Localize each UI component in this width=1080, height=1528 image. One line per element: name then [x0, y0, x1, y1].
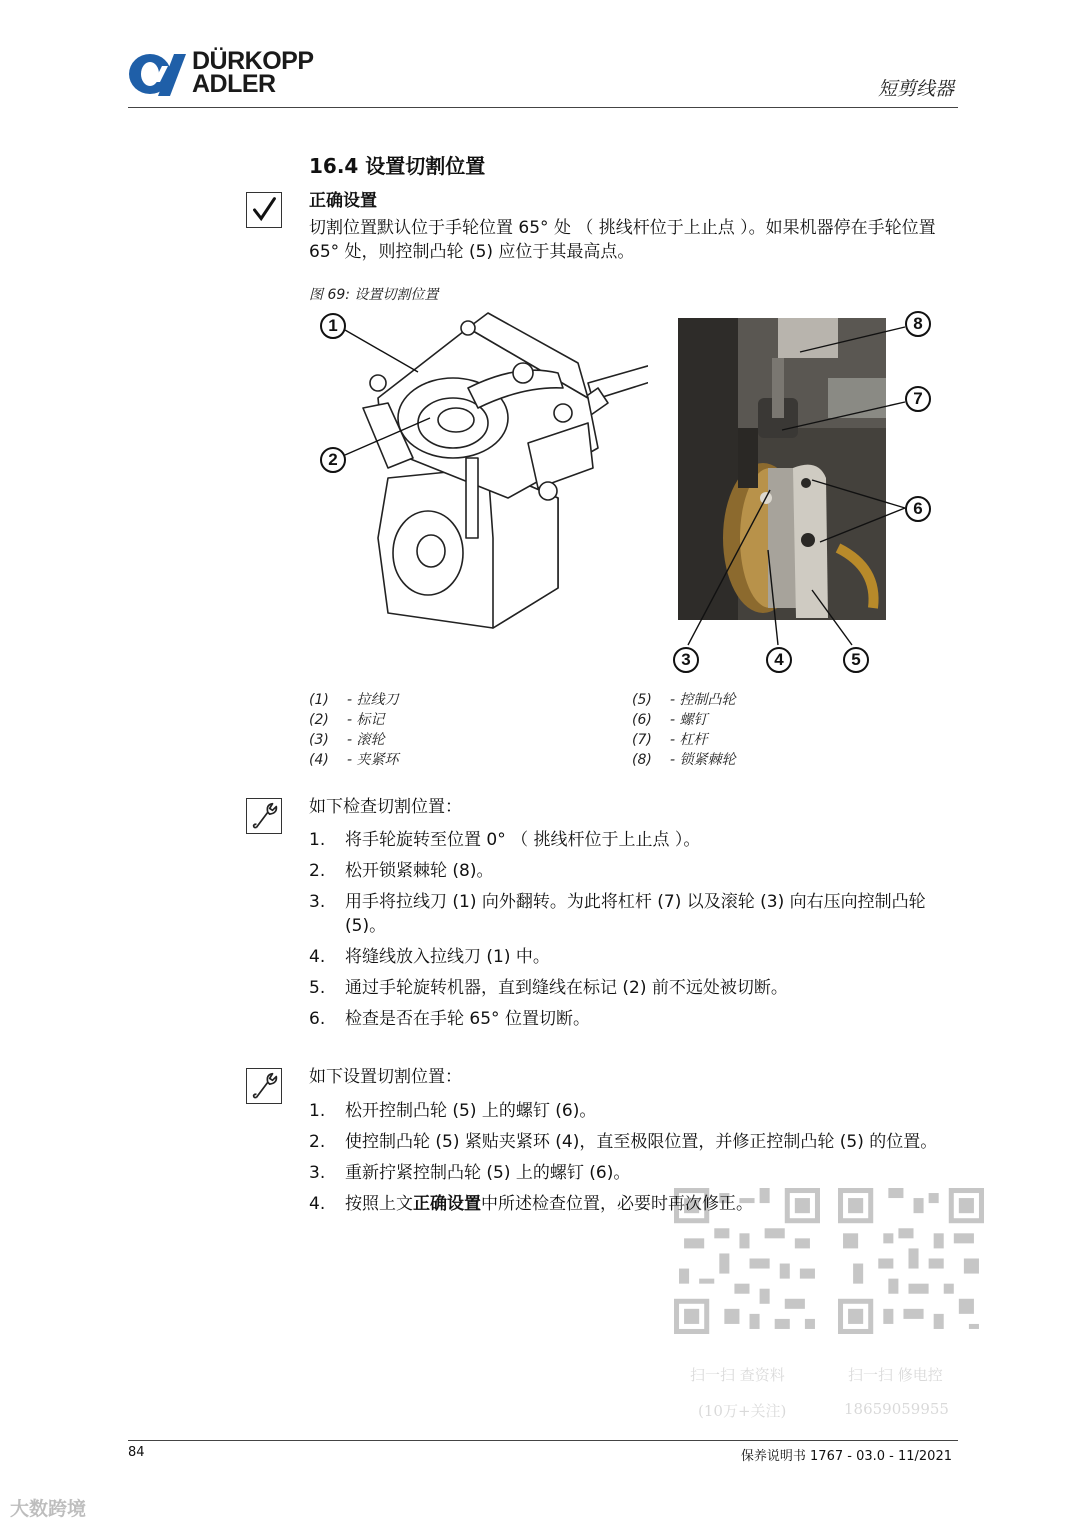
list-item: [309, 1161, 959, 1185]
step-text: 松开锁紧棘轮 (8)。: [345, 861, 494, 881]
mechanism-drawing: [318, 308, 648, 648]
legend-label: - 夹紧环: [347, 752, 399, 768]
legend-label: - 锁紧棘轮: [670, 752, 736, 768]
step-number: 4.: [309, 947, 326, 967]
logo-mark-icon: [128, 52, 188, 96]
step-number: 1.: [309, 830, 326, 850]
callout-7: 7: [905, 386, 931, 412]
legend-num: (2): [309, 712, 329, 728]
list-item: [309, 945, 959, 969]
step-number: 2.: [309, 861, 326, 881]
callout-6: 6: [905, 496, 931, 522]
step-text-bold: 正确设置: [413, 1194, 481, 1214]
step-number: 5.: [309, 978, 326, 998]
legend-label: - 拉线刀: [347, 692, 399, 708]
callout-5: 5: [843, 647, 869, 673]
wrench-icon: [246, 1068, 282, 1104]
qr-code-right: [838, 1188, 984, 1334]
step-text: 将手轮旋转至位置 0° （ 挑线杆位于上止点 ）。: [345, 830, 701, 850]
mechanism-photo: [678, 318, 886, 620]
legend-num: (5): [632, 692, 652, 708]
step-number: 3.: [309, 892, 326, 912]
legend-item: [309, 690, 399, 710]
list-item: [309, 859, 959, 883]
figure-caption: 图 69: 设置切割位置: [309, 287, 439, 303]
legend-num: (1): [309, 692, 329, 708]
header-section-title: 短剪线器: [877, 78, 954, 100]
legend-num: (4): [309, 752, 329, 768]
document-id: 保养说明书 1767 - 03.0 - 11/2021: [740, 1449, 952, 1464]
wrench-icon: [246, 798, 282, 834]
legend-item: [309, 750, 399, 770]
callout-4: 4: [766, 647, 792, 673]
legend-item: [632, 750, 736, 770]
step-number: 4.: [309, 1194, 326, 1214]
brand-line2: ADLER: [192, 70, 276, 98]
legend-num: (8): [632, 752, 652, 768]
list-item: [309, 1130, 959, 1154]
step-number: 3.: [309, 1163, 326, 1183]
page-number: 84: [128, 1445, 145, 1460]
qr-right-caption: 扫一扫 修电控: [848, 1366, 943, 1384]
step-text-after: 中所述检查位置，必要时再次修正。: [481, 1194, 753, 1214]
qr-code-left: [674, 1188, 820, 1334]
brand-line1: DÜRKOPP: [192, 47, 314, 75]
qr-right-caption-2: 18659059955: [844, 1400, 949, 1418]
callout-3: 3: [673, 647, 699, 673]
qr-left-caption: 扫一扫 查资料: [690, 1366, 785, 1384]
legend-label: - 螺钉: [670, 712, 708, 728]
brand-name: [192, 47, 314, 98]
figure-legend-left: [309, 690, 399, 770]
legend-label: - 标记: [347, 712, 385, 728]
legend-label: - 杠杆: [670, 732, 708, 748]
legend-label: - 控制凸轮: [670, 692, 736, 708]
legend-item: [632, 710, 736, 730]
list-item: [309, 976, 959, 1000]
legend-label: - 滚轮: [347, 732, 385, 748]
legend-item: [309, 730, 399, 750]
legend-item: [632, 690, 736, 710]
step-text: 松开控制凸轮 (5) 上的螺钉 (6)。: [345, 1101, 597, 1121]
qr-left-caption-2: (10万+关注): [698, 1402, 787, 1420]
step-text: 通过手轮旋转机器，直到缝线在标记 (2) 前不远处被切断。: [345, 978, 788, 998]
legend-num: (3): [309, 732, 329, 748]
list-item: [309, 828, 959, 852]
header-divider: [128, 107, 958, 108]
callout-1: 1: [320, 313, 346, 339]
legend-item: [309, 710, 399, 730]
step-number: 6.: [309, 1009, 326, 1029]
intro-paragraph: 切割位置默认位于手轮位置 65° 处 （ 挑线杆位于上止点 ）。如果机器停在手轮位置 65° 处，则控制凸轮 (5) 应位于其最高点。: [309, 218, 936, 262]
qr-codes: [668, 1186, 988, 1426]
list-item: [309, 1007, 959, 1031]
check-lead: 如下检查切割位置：: [309, 797, 462, 817]
list-item: [309, 1099, 959, 1123]
callout-8: 8: [905, 311, 931, 337]
legend-num: (7): [632, 732, 652, 748]
legend-num: (6): [632, 712, 652, 728]
check-steps: [309, 828, 959, 1038]
section-title: 16.4 设置切割位置: [309, 154, 486, 178]
footer-divider: [128, 1440, 958, 1441]
step-text: 使控制凸轮 (5) 紧贴夹紧环 (4)，直至极限位置，并修正控制凸轮 (5) 的位置。: [345, 1132, 938, 1152]
list-item: [309, 890, 959, 938]
source-watermark: 大数跨境: [10, 1498, 87, 1520]
step-number: 1.: [309, 1101, 326, 1121]
adjust-lead: 如下设置切割位置：: [309, 1067, 462, 1087]
step-text: 将缝线放入拉线刀 (1) 中。: [345, 947, 550, 967]
callout-2: 2: [320, 447, 346, 473]
step-text-before: 按照上文: [345, 1194, 413, 1214]
step-text: 检查是否在手轮 65° 位置切断。: [345, 1009, 590, 1029]
legend-item: [632, 730, 736, 750]
figure-legend-right: [632, 690, 736, 770]
checkmark-icon: [246, 192, 282, 228]
step-number: 2.: [309, 1132, 326, 1152]
correct-setting-heading: 正确设置: [309, 191, 377, 211]
step-text: 用手将拉线刀 (1) 向外翻转。为此将杠杆 (7) 以及滚轮 (3) 向右压向控制凸轮 (5)。: [345, 892, 926, 936]
step-text: 重新拧紧控制凸轮 (5) 上的螺钉 (6)。: [345, 1163, 631, 1183]
brand-logo: [128, 47, 328, 100]
